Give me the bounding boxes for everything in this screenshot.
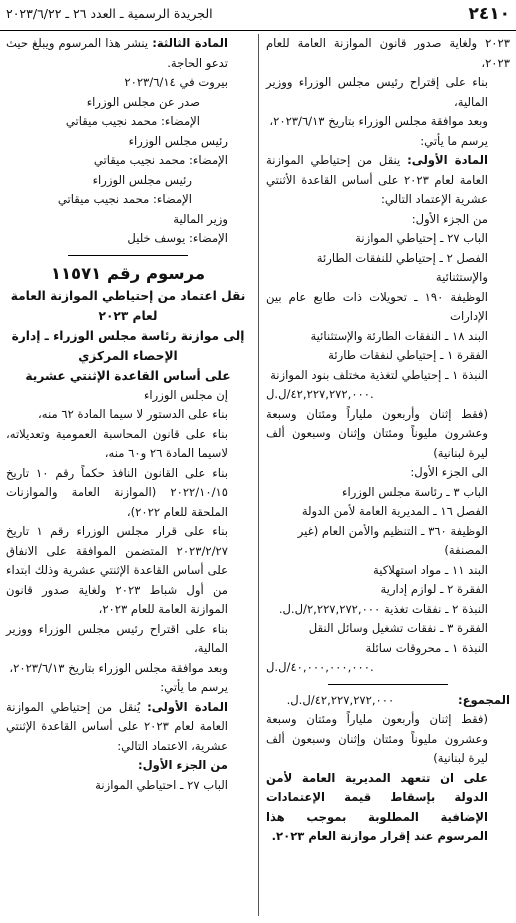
amount-words: (فقط إثنان وأربعون ملياراً ومئتان وسبعة وعشرون مليوناً ومئتان وإثنان وسبعون ألف ليرة لبنانية) bbox=[266, 712, 488, 765]
from-part: من الجزء الأول: bbox=[137, 758, 228, 772]
budget-line: الفصل ١٦ ـ المديرية العامة لأمن الدولة bbox=[301, 504, 488, 518]
section-rule bbox=[68, 255, 188, 256]
budget-line: الوظيفة ١٩٠ ـ تحويلات ذات طابع عام بين الإدارات bbox=[266, 289, 488, 323]
from-part: من الجزء الأول: bbox=[411, 211, 488, 226]
page-number: ٢٤١٠ bbox=[468, 4, 510, 24]
paragraph: بناء على قانون المحاسبة العمومية وتعديلاته، لاسيما المادة ٢٦ و٦٠ منه، bbox=[6, 426, 228, 460]
paragraph: بناء على القانون النافذ حكماً رقم ١٠ تاريخ ٢٠٢٢/١٠/١٥ (الموازنة العامة والموازنات الملحقة للعام ٢٠٢٢)، bbox=[6, 465, 228, 519]
signature: الإمضاء: محمد نجيب ميقاتي bbox=[65, 114, 200, 128]
signatory-role: رئيس مجلس الوزراء bbox=[92, 172, 192, 187]
decree-title: مرسوم رقم ١١٥٧١ bbox=[50, 263, 206, 283]
to-part: الى الجزء الأول: bbox=[410, 465, 488, 479]
paragraph: ٢٠٢٣ ولغاية صدور قانون الموازنة العامة للعام ٢٠٢٣، bbox=[266, 36, 510, 70]
budget-line: الفقرة ٣ ـ نفقات تشغيل وسائل النقل bbox=[308, 621, 488, 635]
decree-subtitle: نقل اعتماد من إحتياطي الموازنة العامة لعام ٢٠٢٣ bbox=[10, 288, 246, 323]
paragraph: بناء على إقتراح رئيس مجلس الوزراء ووزير المالية، bbox=[266, 75, 488, 109]
budget-line: الباب ٣ ـ رئاسة مجلس الوزراء bbox=[342, 484, 488, 499]
signature: الإمضاء: محمد نجيب ميقاتي bbox=[93, 153, 228, 167]
article-label: المادة الأولى: bbox=[407, 153, 488, 167]
article-label: المادة الأولى: bbox=[147, 699, 228, 714]
article-text: ينشر هذا المرسوم ويبلغ حيث تدعو الحاجة. bbox=[6, 36, 228, 70]
article-text: يُنقل من إحتياطي الموازنة العامة لعام ٢٠٢٣ على أساس القاعدة الإثنتي عشرية، الاعتماد التالي: bbox=[6, 699, 228, 753]
article-text: ينقل من إحتياطي الموازنة العامة لعام ٢٠٢٣ على أساس القاعدة الأثنتي عشرية الإعتماد التالي: bbox=[266, 153, 488, 206]
budget-line: الوظيفة ٣٦٠ ـ التنظيم والأمن العام (غير المصنفة) bbox=[297, 523, 488, 557]
article-label: المادة الثالثة: bbox=[152, 36, 228, 50]
budget-line: النبذة ٢ ـ نفقات تغذية ٢,٢٢٧,٢٧٢,٠٠٠/ل.ل. bbox=[278, 601, 488, 616]
paragraph: بناء على اقتراح رئيس مجلس الوزراء ووزير المالية، bbox=[6, 621, 228, 655]
budget-line: الفقرة ١ ـ إحتياطي لنفقات طارئة bbox=[328, 348, 488, 362]
paragraph: وبعد موافقة مجلس الوزراء بتاريخ ٢٠٢٣/٦/١٣، bbox=[269, 114, 488, 128]
paragraph: يرسم ما يأتي: bbox=[420, 133, 488, 148]
place-date: بيروت في ٢٠٢٣/٦/١٤ bbox=[124, 75, 228, 89]
budget-line: البند ١١ ـ مواد استهلاكية bbox=[373, 562, 488, 577]
column-divider bbox=[258, 34, 259, 916]
decree-subtitle: إلى موازنة رئاسة مجلس الوزراء ـ إدارة الإحصاء المركزي bbox=[11, 328, 245, 363]
total-amount: ٤٢,٢٢٧,٢٧٢,٠٠٠/ل.ل. bbox=[286, 692, 395, 707]
left-column bbox=[6, 34, 250, 795]
paragraph: يرسم ما يأتي: bbox=[160, 680, 228, 694]
paragraph: بناء على قرار مجلس الوزراء رقم ١ تاريخ ٢٠٢٣/٢/٢٧ المتضمن الموافقة على الانفاق على أساس القاعدة الإثنتي عشرية وذلك ابتداء من أول شباط ٢٠٢٣ ولغاية صدور قانون الموازنة العامة للعام ٢٠٢٣، bbox=[6, 524, 228, 616]
signatory-role: وزير المالية bbox=[173, 211, 228, 226]
amount: ٤٠,٠٠٠,٠٠٠,٠٠٠/ل.ل. bbox=[266, 660, 374, 674]
right-column bbox=[266, 34, 510, 847]
budget-line: النبذة ١ ـ إحتياطي لتغذية مختلف بنود الموازنة bbox=[270, 367, 488, 382]
budget-line: الفقرة ٢ ـ لوازم إدارية bbox=[380, 582, 488, 596]
budget-line: الباب ٢٧ ـ احتياطي الموازنة bbox=[95, 777, 228, 792]
article-one bbox=[266, 151, 510, 210]
amount-words: (فقط إثنان وأربعون ملياراً ومئتان وسبعة وعشرون مليوناً ومئتان وإثنان وسبعون ألف ليرة لبنانية) bbox=[266, 406, 488, 460]
paragraph: بناء على الدستور لا سيما المادة ٦٢ منه، bbox=[38, 407, 228, 421]
commitment-text: على ان تتعهد المديرية العامة لأمن الدولة بإسقاط قيمة الإعتمادات الإضافية المطلوبة بموجب هذا المرسوم عند إقرار موازنة العام ٢٠٢٣. bbox=[266, 770, 488, 843]
signature: الإمضاء: محمد نجيب ميقاتي bbox=[57, 192, 192, 206]
signatory-role: رئيس مجلس الوزراء bbox=[128, 133, 228, 148]
page-header bbox=[0, 0, 516, 31]
budget-line: البند ١٨ ـ النفقات الطارئة والإستثنائية bbox=[310, 328, 488, 343]
paragraph: إن مجلس الوزراء bbox=[143, 387, 228, 402]
total-label: المجموع: bbox=[457, 692, 510, 707]
paragraph: وبعد موافقة مجلس الوزراء بتاريخ ٢٠٢٣/٦/١٣، bbox=[9, 660, 228, 675]
budget-line: النبذة ١ ـ محروقات سائلة bbox=[365, 640, 488, 655]
article-one bbox=[6, 698, 250, 757]
total-rule bbox=[328, 684, 448, 685]
budget-line: الفصل ٢ ـ إحتياطي للنفقات الطارئة والإستثنائية bbox=[316, 250, 488, 284]
issued-by: صدر عن مجلس الوزراء bbox=[86, 94, 200, 109]
decree-subtitle: على أساس القاعدة الإثنتي عشرية bbox=[25, 368, 231, 383]
budget-line: الباب ٢٧ ـ إحتياطي الموازنة bbox=[355, 231, 488, 245]
signature: الإمضاء: يوسف خليل bbox=[127, 231, 228, 245]
amount: ٤٢,٢٢٧,٢٧٢,٠٠٠/ل.ل. bbox=[266, 387, 374, 401]
gazette-title: الجريدة الرسمية ـ العدد ٢٦ ـ ٢٠٢٣/٦/٢٢ bbox=[6, 6, 213, 21]
article-three bbox=[6, 34, 250, 73]
total-line bbox=[266, 691, 510, 711]
